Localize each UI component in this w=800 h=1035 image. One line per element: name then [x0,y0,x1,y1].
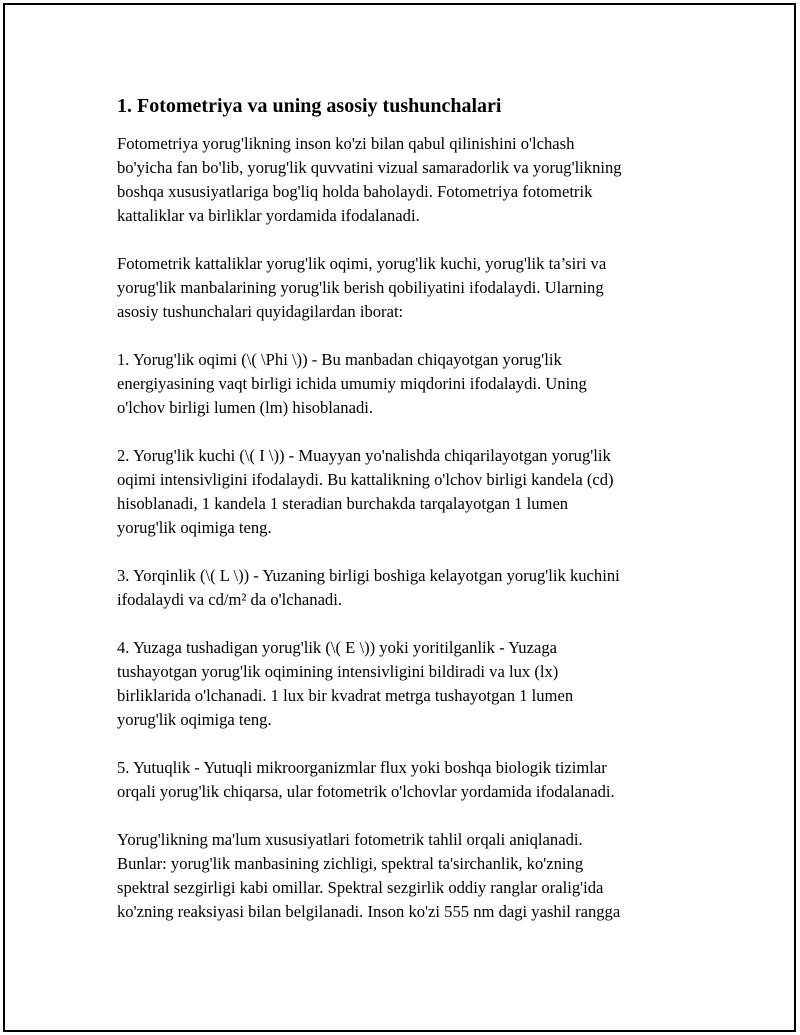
paragraph-properties [117,828,707,924]
text-line: bo'yicha fan bo'lib, yorug'lik quvvatini vizual samaradorlik va yorug'likning [117,158,622,177]
text-line: hisoblanadi, 1 kandela 1 steradian burchakda tarqalayotgan 1 lumen [117,494,569,513]
text-line: Bunlar: yorug'lik manbasining zichligi, spektral ta'sirchanlik, ko'zning [117,854,584,873]
text-line: oqimi intensivligini ifodalaydi. Bu kattalikning o'lchov birligi kandela (cd) [117,470,614,489]
text-line: yorug'lik oqimiga teng. [117,710,272,729]
text-line: yorug'lik manbalarining yorug'lik berish qobiliyatini ifodalaydi. Ularning [117,278,604,297]
text-line: tushayotgan yorug'lik oqimining intensivligini bildiradi va lux (lx) [117,662,559,681]
text-line: spektral sezgirligi kabi omillar. Spektral sezgirlik oddiy ranglar oralig'ida [117,878,604,897]
text-line: ifodalaydi va cd/m² da o'lchanadi. [117,590,342,609]
text-line: 1. Yorug'lik oqimi (\( \Phi \)) - Bu manbadan chiqayotgan yorug'lik [117,350,562,369]
section-heading: 1. Fotometriya va uning asosiy tushunchalari [117,95,502,117]
text-line: orqali yorug'lik chiqarsa, ular fotometrik o'lchovlar yordamida ifodalanadi. [117,782,615,801]
text-line: 3. Yorqinlik (\( L \)) - Yuzaning birligi boshiga kelayotgan yorug'lik kuchini [117,566,620,585]
text-line: Fotometriya yorug'likning inson ko'zi bilan qabul qilinishini o'lchash [117,134,575,153]
text-line: o'lchov birligi lumen (lm) hisoblanadi. [117,398,374,417]
text-line: ko'zning reaksiyasi bilan belgilanadi. Inson ko'zi 555 nm dagi yashil rangga [117,902,621,921]
text-line: Fotometrik kattaliklar yorug'lik oqimi, yorug'lik kuchi, yorug'lik ta’siri va [117,254,607,273]
text-line: energiyasining vaqt birligi ichida umumiy miqdorini ifodalaydi. Uning [117,374,587,393]
text-line: 5. Yutuqlik - Yutuqli mikroorganizmlar flux yoki boshqa biologik tizimlar [117,758,607,777]
paragraph-item-3 [117,564,707,612]
text-line: Yorug'likning ma'lum xususiyatlari fotometrik tahlil orqali aniqlanadi. [117,830,583,849]
text-line: birliklarida o'lchanadi. 1 lux bir kvadrat metrga tushayotgan 1 lumen [117,686,574,705]
text-line: boshqa xususiyatlariga bog'liq holda baholaydi. Fotometriya fotometrik [117,182,593,201]
text-line: 2. Yorug'lik kuchi (\( I \)) - Muayyan yo'nalishda chiqarilayotgan yorug'lik [117,446,611,465]
paragraph-item-5 [117,756,707,804]
text-line: 4. Yuzaga tushadigan yorug'lik (\( E \)) yoki yoritilganlik - Yuzaga [117,638,557,657]
document-body [117,92,707,948]
paragraph-item-1 [117,348,707,420]
paragraph-intro [117,132,707,228]
paragraph-quantities [117,252,707,324]
paragraph-item-4 [117,636,707,732]
text-line: asosiy tushunchalari quyidagilardan iborat: [117,302,404,321]
paragraph-item-2 [117,444,707,540]
text-line: yorug'lik oqimiga teng. [117,518,272,537]
text-line: kattaliklar va birliklar yordamida ifodalanadi. [117,206,420,225]
